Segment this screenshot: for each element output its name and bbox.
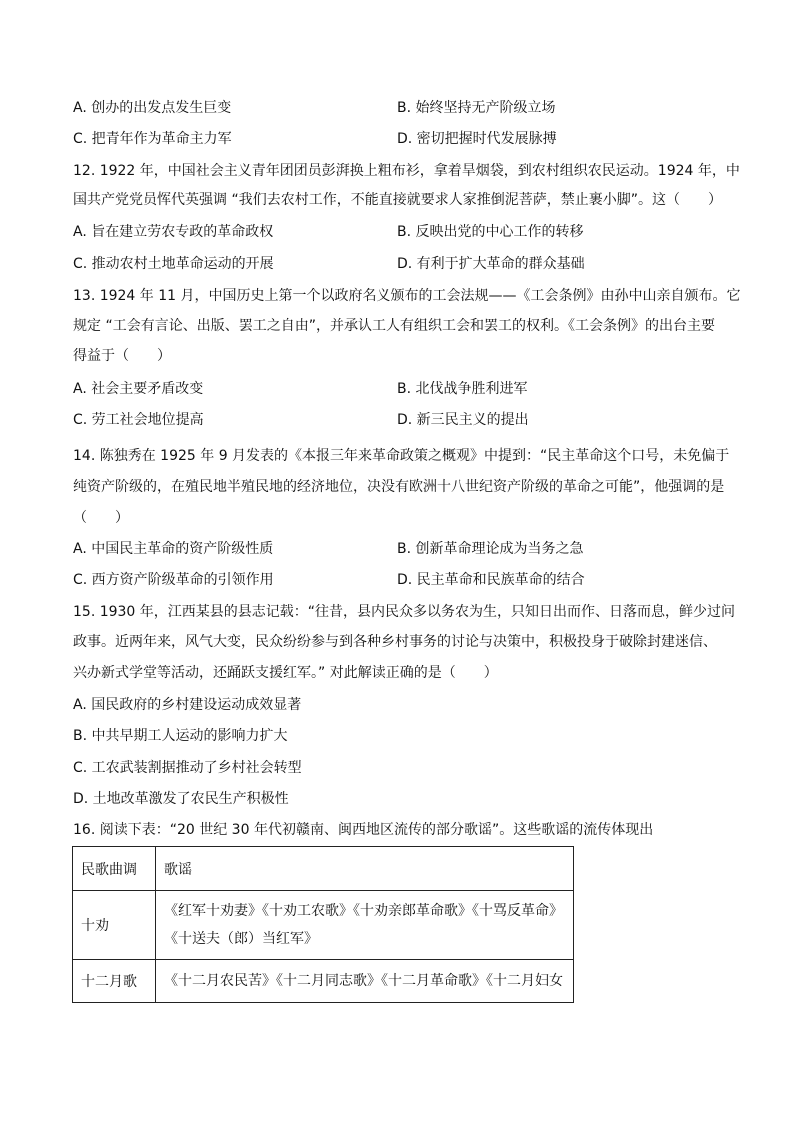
q14-option-d: D. 民主革命和民族革命的结合 [397, 572, 585, 588]
ballad-line: 《红军十劝妻》《十劝工农歌》《十劝亲郎革命歌》《十骂反革命》 [164, 903, 563, 919]
q15-stem-line1: 15. 1930 年，江西某县的县志记载：“往昔，县内民众多以务农为生，只知日出而作、日落而息，鲜少过问 [73, 604, 736, 620]
q13-option-d: D. 新三民主义的提出 [397, 412, 529, 428]
table-cell-ballads [156, 891, 574, 960]
ballad-line: 《十二月农民苦》《十二月同志歌》《十二月革命歌》《十二月妇女 [164, 973, 563, 989]
q13-option-c: C. 劳工社会地位提高 [73, 412, 204, 428]
q11-option-b: B. 始终坚持无产阶级立场 [397, 100, 556, 116]
table-row [73, 891, 574, 960]
table-header-ballads: 歌谣 [156, 847, 574, 891]
q13-option-b: B. 北伐战争胜利进军 [397, 381, 528, 397]
q13-stem-line3: 得益于（ ） [73, 348, 171, 364]
table-cell-tune: 十劝 [73, 891, 156, 960]
q11-option-d: D. 密切把握时代发展脉搏 [397, 131, 557, 147]
q14-option-c: C. 西方资产阶级革命的引领作用 [73, 572, 274, 588]
q12-stem-line2: 国共产党党员恽代英强调 “我们去农村工作，不能直接就要求人家推倒泥菩萨，禁止裹小脚”。这（ ） [73, 192, 722, 208]
ballad-line: 《十送夫（郎）当红军》 [164, 931, 318, 947]
q15-option-a: A. 国民政府的乡村建设运动成效显著 [73, 697, 302, 713]
q12-option-b: B. 反映出党的中心工作的转移 [397, 224, 584, 240]
q12-stem-line1: 12. 1922 年，中国社会主义青年团团员彭湃换上粗布衫，拿着旱烟袋，到农村组织农民运动。1924 年，中 [73, 163, 740, 179]
q14-stem-line3: （ ） [73, 510, 129, 526]
table-header-tune: 民歌曲调 [73, 847, 156, 891]
q14-option-b: B. 创新革命理论成为当务之急 [397, 541, 584, 557]
q13-option-a: A. 社会主要矛盾改变 [73, 381, 204, 397]
q11-option-c: C. 把青年作为革命主力军 [73, 131, 232, 147]
q14-option-a: A. 中国民主革命的资产阶级性质 [73, 541, 274, 557]
q15-option-b: B. 中共早期工人运动的影响力扩大 [73, 728, 288, 744]
table-header-row [73, 847, 574, 891]
table-cell-tune: 十二月歌 [73, 960, 156, 1003]
q15-stem-line2: 政事。近两年来，风气大变，民众纷纷参与到各种乡村事务的讨论与决策中，积极投身于破除封建迷信、 [73, 634, 717, 650]
q12-option-a: A. 旨在建立劳农专政的革命政权 [73, 224, 274, 240]
q14-stem-line1: 14. 陈独秀在 1925 年 9 月发表的《本报三年来革命政策之概观》中提到：“民主革命这个口号，未免偏于 [73, 448, 730, 464]
q15-option-d: D. 土地改革激发了农民生产积极性 [73, 791, 289, 807]
q13-stem-line1: 13. 1924 年 11 月，中国历史上第一个以政府名义颁布的工会法规——《工会条例》由孙中山亲自颁布。它 [73, 288, 741, 304]
q16-stem: 16. 阅读下表：“20 世纪 30 年代初赣南、闽西地区流传的部分歌谣”。这些歌谣的流传体现出 [73, 822, 654, 838]
q15-option-c: C. 工农武装割据推动了乡村社会转型 [73, 760, 302, 776]
ballad-table [72, 846, 574, 1003]
q13-stem-line2: 规定 “工会有言论、出版、罢工之自由”，并承认工人有组织工会和罢工的权利。《工会条例》的出台主要 [73, 318, 715, 334]
q15-stem-line3: 兴办新式学堂等活动，还踊跃支援红军。” 对此解读正确的是（ ） [73, 665, 498, 681]
q14-stem-line2: 纯资产阶级的，在殖民地半殖民地的经济地位，决没有欧洲十八世纪资产阶级的革命之可能”，他强调的是 [73, 479, 725, 495]
q12-option-c: C. 推动农村土地革命运动的开展 [73, 256, 274, 272]
table-cell-ballads [156, 960, 574, 1003]
table-row [73, 960, 574, 1003]
q11-option-a: A. 创办的出发点发生巨变 [73, 100, 232, 116]
q12-option-d: D. 有利于扩大革命的群众基础 [397, 256, 585, 272]
